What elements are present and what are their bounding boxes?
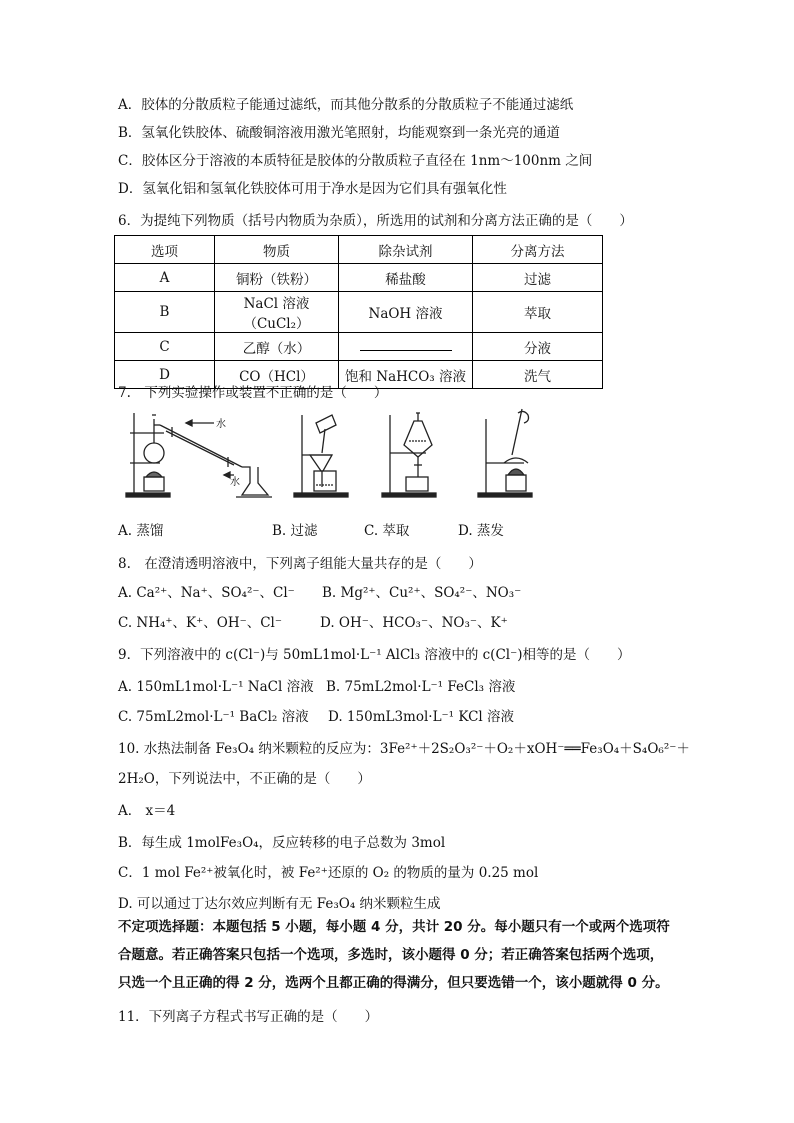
q7-option-a: A. 蒸馏 <box>118 523 164 539</box>
q6-table <box>114 235 603 389</box>
table-cell: NaOH 溶液 <box>339 292 473 333</box>
q10-stem-line-2: 2H₂O，下列说法中，不正确的是（ ） <box>118 771 371 787</box>
table-header-cell: 物质 <box>215 236 339 264</box>
table-cell-blank <box>339 333 473 361</box>
table-cell: 乙醇（水） <box>215 333 339 361</box>
table-row <box>115 264 603 292</box>
table-cell: A <box>115 264 215 292</box>
table-cell: 铜粉（铁粉） <box>215 264 339 292</box>
table-row <box>115 333 603 361</box>
q9-option-b: B. 75mL2mol·L⁻¹ FeCl₃ 溶液 <box>326 679 516 695</box>
q9-option-d: D. 150mL3mol·L⁻¹ KCl 溶液 <box>328 709 515 725</box>
table-cell: C <box>115 333 215 361</box>
table-cell: CO（HCl） <box>215 361 339 389</box>
section-instructions-line-3: 只选一个且正确的得 2 分，选两个且都正确的得满分，但只要选错一个，该小题就得 0 分。 <box>118 975 669 991</box>
table-cell: B <box>115 292 215 333</box>
q10-option-b: B．每生成 1molFe₃O₄，反应转移的电子总数为 3mol <box>118 835 446 851</box>
q5-option-b: B．氢氧化铁胶体、硫酸铜溶液用激光笔照射，均能观察到一条光亮的通道 <box>118 125 560 141</box>
table-header-cell: 除杂试剂 <box>339 236 473 264</box>
q7-option-d: D. 蒸发 <box>458 523 504 539</box>
table-header-row <box>115 236 603 264</box>
separatory-funnel-icon <box>380 405 440 500</box>
q5-option-a: A．胶体的分散质粒子能通过滤纸，而其他分散系的分散质粒子不能通过滤纸 <box>118 97 574 113</box>
evaporation-apparatus-icon <box>476 405 536 500</box>
section-instructions-line-2: 合题意。若正确答案只包括一个选项，多选时，该小题得 0 分；若正确答案包括两个选项， <box>118 947 664 963</box>
water-label-bottom: 水 <box>230 477 240 488</box>
q7-option-b: B. 过滤 <box>272 523 318 539</box>
table-cell: 洗气 <box>473 361 603 389</box>
distillation-apparatus-icon <box>124 405 274 500</box>
filtration-apparatus-icon <box>292 405 352 500</box>
q9-option-a: A. 150mL1mol·L⁻¹ NaCl 溶液 <box>118 679 314 695</box>
q8-option-d: D. OH⁻、HCO₃⁻、NO₃⁻、K⁺ <box>320 615 508 631</box>
table-row <box>115 292 603 333</box>
table-cell: 稀盐酸 <box>339 264 473 292</box>
q9-option-c: C. 75mL2mol·L⁻¹ BaCl₂ 溶液 <box>118 709 309 725</box>
q10-option-d: D. 可以通过丁达尔效应判断有无 Fe₃O₄ 纳米颗粒生成 <box>118 896 441 912</box>
q10-option-a: A． x＝4 <box>118 803 176 819</box>
table-cell: 分液 <box>473 333 603 361</box>
table-header-cell: 分离方法 <box>473 236 603 264</box>
q7-stem: 7. 下列实验操作或装置不正确的是（ ） <box>118 385 388 401</box>
q8-option-c: C. NH₄⁺、K⁺、OH⁻、Cl⁻ <box>118 615 283 631</box>
answer-blank <box>360 340 452 351</box>
table-cell: NaCl 溶液（CuCl₂） <box>215 292 339 333</box>
q9-stem: 9．下列溶液中的 c(Cl⁻)与 50mL1mol·L⁻¹ AlCl₃ 溶液中的 c(Cl⁻)相等的是（ ） <box>118 647 631 663</box>
q8-option-a: A. Ca²⁺、Na⁺、SO₄²⁻、Cl⁻ <box>118 585 295 601</box>
q5-option-c: C．胶体区分于溶液的本质特征是胶体的分散质粒子直径在 1nm～100nm 之间 <box>118 153 593 169</box>
table-header-cell: 选项 <box>115 236 215 264</box>
q11-stem: 11．下列离子方程式书写正确的是（ ） <box>118 1009 379 1025</box>
q8-stem: 8. 在澄清透明溶液中，下列离子组能大量共存的是（ ） <box>118 556 482 572</box>
table-cell: 过滤 <box>473 264 603 292</box>
q8-option-b: B. Mg²⁺、Cu²⁺、SO₄²⁻、NO₃⁻ <box>322 585 522 601</box>
table-cell: 饱和 NaHCO₃ 溶液 <box>339 361 473 389</box>
table-cell: D <box>115 361 215 389</box>
section-instructions-line-1: 不定项选择题：本题包括 5 小题，每小题 4 分，共计 20 分。每小题只有一个或两个选项符 <box>118 919 670 935</box>
q7-option-c: C. 萃取 <box>364 523 410 539</box>
q5-option-d: D．氢氧化铝和氢氧化铁胶体可用于净水是因为它们具有强氧化性 <box>118 181 507 197</box>
q10-option-c: C．1 mol Fe²⁺被氧化时，被 Fe²⁺还原的 O₂ 的物质的量为 0.25 mol <box>118 865 539 881</box>
q6-stem: 6．为提纯下列物质（括号内物质为杂质），所选用的试剂和分离方法正确的是（ ） <box>118 213 633 229</box>
table-cell: 萃取 <box>473 292 603 333</box>
water-label-top: 水 <box>216 419 226 430</box>
q10-stem-line-1: 10. 水热法制备 Fe₃O₄ 纳米颗粒的反应为：3Fe²⁺＋2S₂O₃²⁻＋O₂＋xOH⁻══Fe₃O₄＋S₄O₆²⁻＋ <box>118 741 690 757</box>
